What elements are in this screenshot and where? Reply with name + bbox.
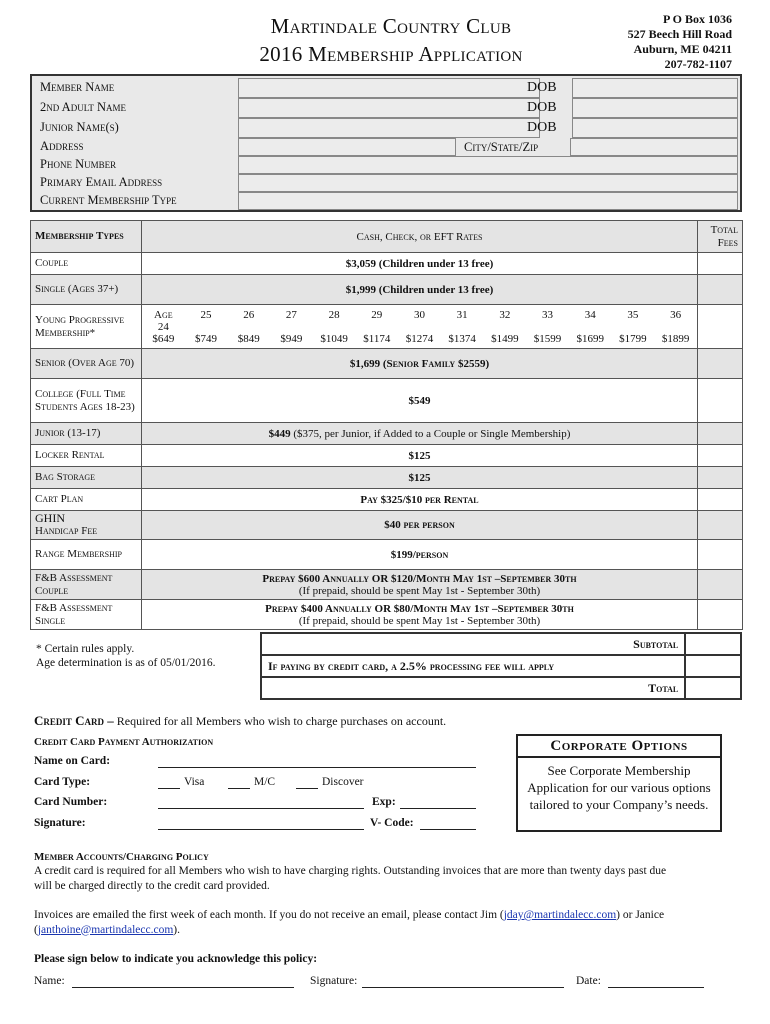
visa-blank[interactable]: [158, 776, 180, 789]
table-row: [31, 600, 743, 630]
college-fee-field[interactable]: [698, 379, 743, 423]
age-cell: 27: [285, 308, 297, 321]
address-phone: 207-782-1107: [664, 57, 732, 71]
phone-field[interactable]: [238, 156, 738, 174]
second-adult-label: 2nd Adult Name: [40, 100, 127, 114]
member-dob-label: DOB: [527, 80, 557, 95]
table-row: [31, 305, 743, 349]
senior-type: Senior (Over Age 70): [31, 349, 142, 379]
credit-card-note: Required for all Members who wish to charge purchases on account.: [116, 714, 447, 728]
fb-single-type: F&B Assessment Single: [31, 600, 142, 630]
range-fee-field[interactable]: [698, 540, 743, 570]
young-rates: [142, 305, 698, 349]
single-rate: $1,999 (Children under 13 free): [142, 275, 698, 305]
city-state-zip-label: City/State/Zip: [464, 140, 539, 154]
ghin-type: [31, 511, 142, 540]
mc-blank[interactable]: [228, 776, 250, 789]
second-adult-dob-field[interactable]: [572, 98, 738, 118]
member-dob-field[interactable]: [572, 78, 738, 98]
couple-rate: $3,059 (Children under 13 free): [142, 253, 698, 275]
ack-signature-label: Signature:: [310, 975, 358, 987]
age-cell: 35: [627, 308, 639, 321]
cart-fee-field[interactable]: [698, 489, 743, 511]
second-adult-dob-label: DOB: [527, 100, 557, 115]
junior-rate-main: $449: [268, 427, 291, 440]
price-cell: $949: [280, 332, 303, 345]
subtotal-label: Subtotal: [261, 633, 685, 655]
college-rate: $549: [142, 379, 698, 423]
total-label: Total: [261, 677, 685, 699]
second-adult-field[interactable]: [238, 98, 540, 118]
junior-rate: [142, 423, 698, 445]
member-info-box: [30, 74, 742, 212]
junior-type: Junior (13-17): [31, 423, 142, 445]
ack-name-label: Name:: [34, 975, 65, 987]
col-rates: Cash, Check, or EFT Rates: [142, 221, 698, 253]
corporate-options-box: [516, 734, 722, 832]
price-cell: $1699: [576, 332, 604, 345]
exp-label: Exp:: [372, 796, 396, 808]
fb-single-fee-field[interactable]: [698, 600, 743, 630]
invoice-text-end: ).: [173, 923, 181, 936]
email-label: Primary Email Address: [40, 175, 163, 189]
discover-blank[interactable]: [296, 776, 318, 789]
card-type-label: Card Type:: [34, 776, 91, 788]
table-row: [31, 467, 743, 489]
city-state-zip-field[interactable]: [570, 138, 738, 156]
age-cell: 29: [371, 308, 383, 321]
fb-single-rate-line1: Prepay $400 Annually OR $80/Month May 1st –September 30th: [265, 602, 574, 615]
age-label: Age: [154, 308, 173, 321]
exp-field[interactable]: [400, 796, 476, 809]
price-cell: $1174: [363, 332, 391, 345]
couple-fee-field[interactable]: [698, 253, 743, 275]
credit-fee-field[interactable]: [685, 655, 741, 677]
sign-instruction: Please sign below to indicate you acknowledge this policy:: [34, 953, 318, 965]
col-total-fees: Total Fees: [698, 221, 743, 253]
junior-names-field[interactable]: [238, 118, 540, 138]
locker-fee-field[interactable]: [698, 445, 743, 467]
table-row: [31, 349, 743, 379]
price-cell: $1049: [320, 332, 348, 345]
fb-couple-rate-line2: (If prepaid, should be spent May 1st - September 30th): [298, 584, 541, 597]
range-rate: $199/person: [142, 540, 698, 570]
cart-rate: Pay $325/$10 per Rental: [142, 489, 698, 511]
cart-type: Cart Plan: [31, 489, 142, 511]
ghin-rate: $40 per person: [142, 511, 698, 540]
table-row: [31, 379, 743, 423]
address-label: Address: [40, 139, 84, 153]
single-type: Single (Ages 37+): [31, 275, 142, 305]
price-cell: $1274: [405, 332, 434, 345]
invoice-text: [34, 908, 714, 937]
corporate-options-title: Corporate Options: [518, 736, 720, 758]
card-number-label: Card Number:: [34, 796, 108, 808]
age-cell: 24: [157, 320, 169, 333]
invoice-text-mid: ) or Janice (: [34, 909, 665, 936]
age-cell: 25: [200, 308, 212, 321]
fb-couple-fee-field[interactable]: [698, 570, 743, 600]
fb-single-rate-line2: (If prepaid, should be spent May 1st - September 30th): [298, 614, 541, 627]
range-type: Range Membership: [31, 540, 142, 570]
junior-fee-field[interactable]: [698, 423, 743, 445]
price-cell: $849: [237, 332, 260, 345]
rates-table: [30, 220, 743, 630]
corporate-options-text: See Corporate Membership Application for our various options tailored to your Company’s needs.: [527, 763, 711, 812]
senior-rate: $1,699 (Senior Family $2559): [142, 349, 698, 379]
ghin-fee-field[interactable]: [698, 511, 743, 540]
ghin-type-line1: GHIN: [35, 511, 65, 525]
ack-name-field[interactable]: [72, 975, 294, 988]
price-cell: $1374: [448, 332, 476, 345]
phone-label: Phone Number: [40, 157, 117, 171]
table-row: [31, 511, 743, 540]
age-note: Age determination is as of 05/01/2016.: [36, 657, 216, 669]
credit-fee-notice: If paying by credit card, a 2.5% processing fee will apply: [261, 655, 685, 677]
address-po-box: P O Box 1036: [662, 12, 732, 26]
single-fee-field[interactable]: [698, 275, 743, 305]
table-row: [31, 275, 743, 305]
ghin-type-line2: Handicap Fee: [35, 525, 98, 537]
policy-title: Member Accounts/Charging Policy: [34, 851, 209, 863]
table-row: [31, 540, 743, 570]
locker-rate: $125: [142, 445, 698, 467]
vcode-field[interactable]: [420, 817, 476, 830]
age-cell: 26: [243, 308, 255, 321]
age-cell: 32: [499, 308, 511, 321]
email-link-jim[interactable]: jday@martindalecc.com: [503, 909, 617, 921]
address-city: Auburn, ME 04211: [633, 42, 732, 56]
price-cell: $1599: [533, 332, 562, 345]
email-link-janice[interactable]: janthoine@martindalecc.com: [37, 923, 174, 936]
college-type: College (Full Time Students Ages 18-23): [31, 379, 142, 423]
member-name-field[interactable]: [238, 78, 540, 98]
signature-label: Signature:: [34, 817, 86, 829]
price-cell: $1799: [619, 332, 647, 345]
junior-rate-note: ($375, per Junior, if Added to a Couple or Single Membership): [290, 427, 571, 440]
price-cell: $749: [195, 332, 218, 345]
table-row: [31, 489, 743, 511]
vcode-label: V- Code:: [370, 817, 414, 829]
fb-couple-rate-line1: Prepay $600 Annually OR $120/Month May 1st –September 30th: [262, 572, 577, 585]
junior-names-label: Junior Name(s): [40, 120, 119, 134]
total-field[interactable]: [685, 677, 741, 699]
cc-auth-title: Credit Card Payment Authorization: [34, 736, 214, 748]
junior-dob-field[interactable]: [572, 118, 738, 138]
table-row: [31, 253, 743, 275]
notes: [36, 642, 216, 670]
ack-signature-field[interactable]: [362, 975, 564, 988]
bag-fee-field[interactable]: [698, 467, 743, 489]
table-row: [31, 570, 743, 600]
price-cell: $1499: [491, 332, 519, 345]
bag-type: Bag Storage: [31, 467, 142, 489]
club-address: [628, 12, 732, 72]
age-cell: 33: [542, 308, 554, 321]
address-street: 527 Beech Hill Road: [627, 27, 732, 41]
junior-dob-label: DOB: [527, 120, 557, 135]
young-fee-field[interactable]: [698, 305, 743, 349]
ack-date-label: Date:: [576, 975, 601, 987]
page-title: [226, 12, 556, 68]
invoice-text-start: Invoices are emailed the first week of each month. If you do not receive an email, please contact Jim (: [34, 909, 504, 921]
age-cell: 31: [456, 308, 468, 321]
subtotal-field[interactable]: [685, 633, 741, 655]
table-row: [31, 445, 743, 467]
age-cell: 28: [328, 308, 340, 321]
address-field[interactable]: [238, 138, 456, 156]
age-cell: 36: [670, 308, 682, 321]
signature-field[interactable]: [158, 817, 364, 830]
name-on-card-field[interactable]: [158, 755, 476, 768]
application-title: 2016 Membership Application: [259, 42, 523, 66]
bag-rate: $125: [142, 467, 698, 489]
email-field[interactable]: [238, 174, 738, 192]
visa-option: Visa: [184, 776, 205, 788]
senior-fee-field[interactable]: [698, 349, 743, 379]
membership-type-field[interactable]: [238, 192, 738, 210]
price-cell: $649: [152, 332, 175, 345]
age-cell: 34: [584, 308, 596, 321]
locker-type: Locker Rental: [31, 445, 142, 467]
young-type: Young Progressive Membership*: [31, 305, 142, 349]
credit-card-heading: [34, 713, 446, 729]
price-cell: $1899: [661, 332, 690, 345]
totals-table: [260, 632, 742, 700]
fb-couple-rate: [142, 570, 698, 600]
member-name-label: Member Name: [40, 80, 115, 94]
name-on-card-label: Name on Card:: [34, 755, 111, 767]
credit-card-title: Credit Card –: [34, 713, 114, 728]
young-age-grid: [142, 309, 697, 345]
card-number-field[interactable]: [158, 796, 364, 809]
policy-text: A credit card is required for all Members who wish to have charging rights. Outstanding invoices that are more than twenty days past due will be charged directly to the credit card provided.: [34, 865, 667, 892]
fb-single-rate: [142, 600, 698, 630]
table-row: [31, 423, 743, 445]
col-membership-types: Membership Types: [31, 221, 142, 253]
discover-option: Discover: [322, 776, 364, 788]
fb-couple-type: F&B Assessment Couple: [31, 570, 142, 600]
mc-option: M/C: [254, 776, 276, 788]
ack-date-field[interactable]: [608, 975, 704, 988]
membership-type-label: Current Membership Type: [40, 193, 177, 207]
rules-note: * Certain rules apply.: [36, 643, 135, 655]
age-cell: 30: [413, 308, 425, 321]
couple-type: Couple: [31, 253, 142, 275]
club-name: Martindale Country Club: [270, 14, 512, 38]
